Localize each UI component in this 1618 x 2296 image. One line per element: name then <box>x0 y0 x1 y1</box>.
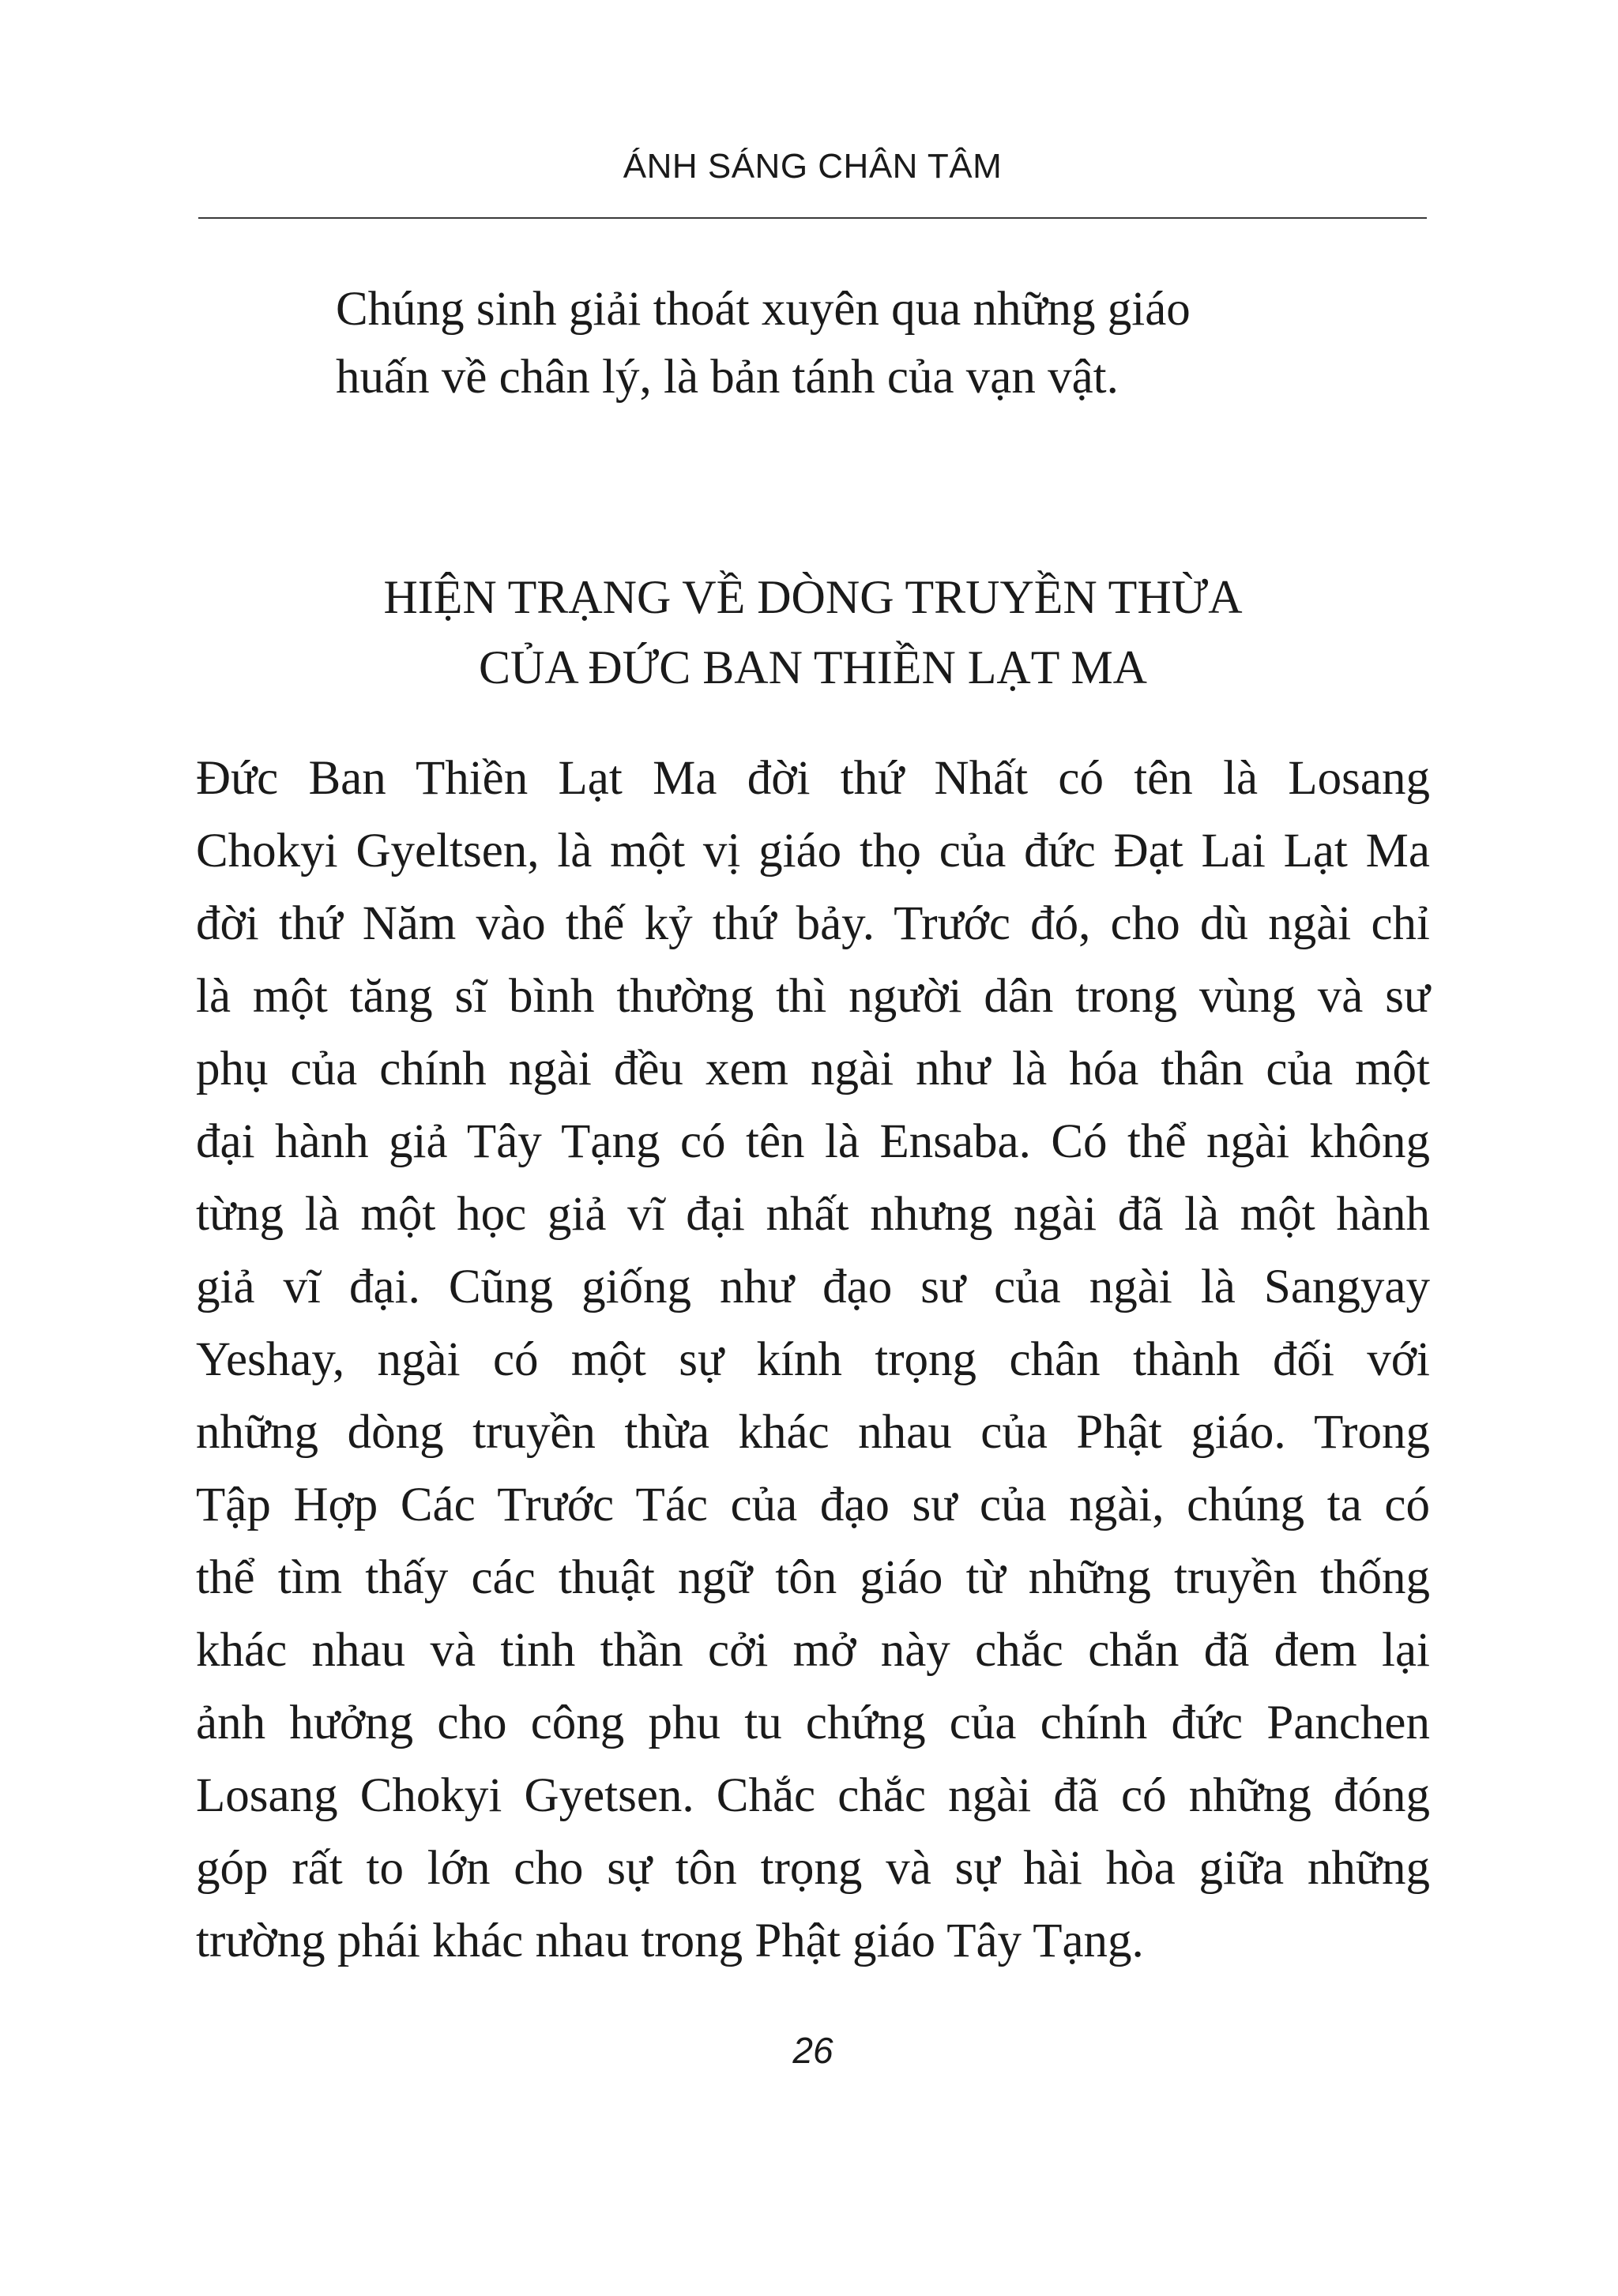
body-line: là một tăng sĩ bình thường thì người dân trong vùng và sư <box>196 970 1430 1023</box>
body-line: phụ của chính ngài đều xem ngài như là hóa thân của một <box>196 1043 1430 1095</box>
body-paragraph <box>196 742 1430 1978</box>
verse-block <box>336 276 1363 411</box>
page-number: 26 <box>792 2030 833 2071</box>
header-divider <box>198 217 1427 219</box>
body-line: trường phái khác nhau trong Phật giáo Tây Tạng. <box>196 1915 1144 1967</box>
body-line: Yeshay, ngài có một sự kính trọng chân thành đối với <box>196 1333 1430 1386</box>
body-line: Losang Chokyi Gyetsen. Chắc chắc ngài đã có những đóng <box>196 1769 1430 1822</box>
section-heading <box>196 562 1430 703</box>
body-line: ảnh hưởng cho công phu tu chứng của chính đức Panchen <box>196 1697 1430 1749</box>
body-line: đời thứ Năm vào thế kỷ thứ bảy. Trước đó, cho dù ngài chỉ <box>196 897 1430 950</box>
body-line: Đức Ban Thiền Lạt Ma đời thứ Nhất có tên là Losang <box>196 752 1430 805</box>
running-header-title: ÁNH SÁNG CHÂN TÂM <box>623 147 1003 186</box>
section-heading-line: CỦA ĐỨC BAN THIỀN LẠT MA <box>478 641 1148 693</box>
body-line: Chokyi Gyeltsen, là một vị giáo thọ của đức Đạt Lai Lạt Ma <box>196 825 1430 877</box>
body-line: khác nhau và tinh thần cởi mở này chắc chắn đã đem lại <box>196 1624 1430 1677</box>
body-line: những dòng truyền thừa khác nhau của Phật giáo. Trong <box>196 1406 1430 1459</box>
body-line: Tập Hợp Các Trước Tác của đạo sư của ngài, chúng ta có <box>196 1479 1430 1531</box>
verse-line: huấn về chân lý, là bản tánh của vạn vật. <box>336 351 1119 404</box>
section-heading-line: HIỆN TRẠNG VỀ DÒNG TRUYỀN THỪA <box>383 571 1243 623</box>
body-line: góp rất to lớn cho sự tôn trọng và sự hài hòa giữa những <box>196 1842 1430 1895</box>
verse-line: Chúng sinh giải thoát xuyên qua những giáo <box>336 283 1191 336</box>
body-line: từng là một học giả vĩ đại nhất nhưng ngài đã là một hành <box>196 1188 1430 1241</box>
body-line: giả vĩ đại. Cũng giống như đạo sư của ngài là Sangyay <box>196 1261 1430 1313</box>
body-line: thể tìm thấy các thuật ngữ tôn giáo từ những truyền thống <box>196 1551 1430 1604</box>
body-line: đại hành giả Tây Tạng có tên là Ensaba. Có thể ngài không <box>196 1115 1430 1168</box>
